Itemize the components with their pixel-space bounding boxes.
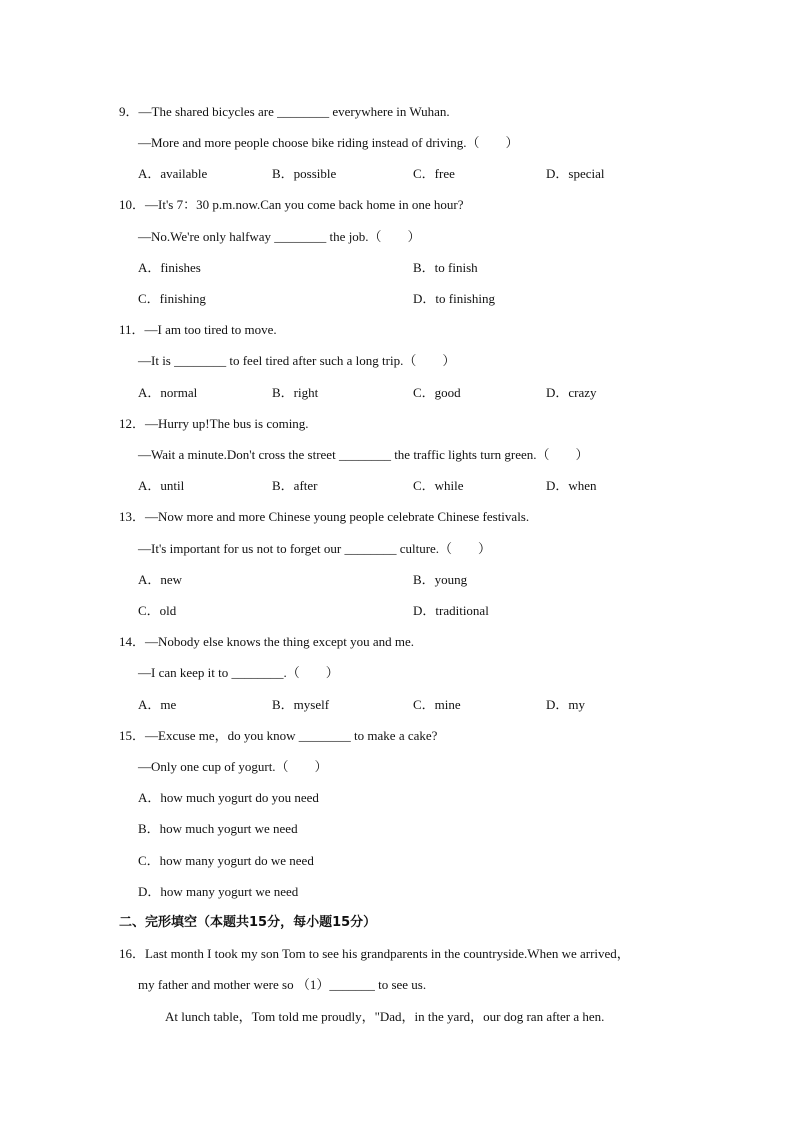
question-11-option-b: B．right: [272, 385, 319, 400]
question-11-stem: 11．—I am too tired to move.: [119, 322, 277, 337]
question-9-stem: 9．—The shared bicycles are ________ everywhere in Wuhan.: [119, 104, 450, 119]
section-title-cloze: 二、完形填空（本题共15分，每小题15分）: [119, 915, 377, 930]
question-9-option-a: A．available: [138, 166, 208, 181]
question-10-option-d: D．to finishing: [413, 291, 495, 306]
question-9-reply: —More and more people choose bike riding instead of driving.（ ）: [138, 135, 519, 150]
passage-line-2: my father and mother were so （1）_______ to see us.: [138, 977, 427, 992]
question-15-option-c: C．how many yogurt do we need: [138, 853, 314, 868]
question-12-option-a: A．until: [138, 478, 185, 493]
question-13-option-c: C．old: [138, 603, 177, 618]
question-11-option-a: A．normal: [138, 385, 198, 400]
question-15-reply: —Only one cup of yogurt.（ ）: [138, 759, 328, 774]
question-13-option-d: D．traditional: [413, 603, 489, 618]
question-14-option-a: A．me: [138, 697, 177, 712]
question-13-stem: 13．—Now more and more Chinese young people celebrate Chinese festivals.: [119, 509, 530, 524]
question-9-option-d: D．special: [546, 166, 605, 181]
question-9-option-b: B．possible: [272, 166, 337, 181]
question-13-option-a: A．new: [138, 572, 183, 587]
question-10-stem: 10．—It's 7：30 p.m.now.Can you come back home in one hour?: [119, 197, 464, 212]
question-13-option-b: B．young: [413, 572, 468, 587]
question-11-option-c: C．good: [413, 385, 461, 400]
question-10-option-b: B．to finish: [413, 260, 478, 275]
question-12-option-b: B．after: [272, 478, 318, 493]
passage-line-3: At lunch table，Tom told me proudly，"Dad，in the yard，our dog ran after a hen.: [165, 1009, 605, 1024]
question-15-option-d: D．how many yogurt we need: [138, 884, 299, 899]
question-15-option-a: A．how much yogurt do you need: [138, 790, 319, 805]
question-11-reply: —It is ________ to feel tired after such a long trip.（ ）: [138, 353, 456, 368]
question-14-option-d: D．my: [546, 697, 586, 712]
question-14-reply: —I can keep it to ________.（ ）: [138, 665, 339, 680]
question-9-option-c: C．free: [413, 166, 455, 181]
question-10-option-c: C．finishing: [138, 291, 206, 306]
question-12-stem: 12．—Hurry up!The bus is coming.: [119, 416, 309, 431]
question-15-stem: 15．—Excuse me，do you know ________ to make a cake?: [119, 728, 438, 743]
question-14-option-c: C．mine: [413, 697, 461, 712]
question-12-reply: —Wait a minute.Don't cross the street ________ the traffic lights turn green.（ ）: [138, 447, 589, 462]
question-14-option-b: B．myself: [272, 697, 330, 712]
question-12-option-d: D．when: [546, 478, 597, 493]
question-13-reply: —It's important for us not to forget our ________ culture.（ ）: [138, 541, 492, 556]
question-10-reply: —No.We're only halfway ________ the job.（ ）: [138, 229, 421, 244]
question-15-option-b: B．how much yogurt we need: [138, 821, 298, 836]
question-12-option-c: C．while: [413, 478, 464, 493]
question-14-stem: 14．—Nobody else knows the thing except you and me.: [119, 634, 414, 649]
question-11-option-d: D．crazy: [546, 385, 597, 400]
passage-line-1: 16．Last month I took my son Tom to see his grandparents in the countryside.When we arrived，: [119, 946, 630, 961]
question-10-option-a: A．finishes: [138, 260, 201, 275]
